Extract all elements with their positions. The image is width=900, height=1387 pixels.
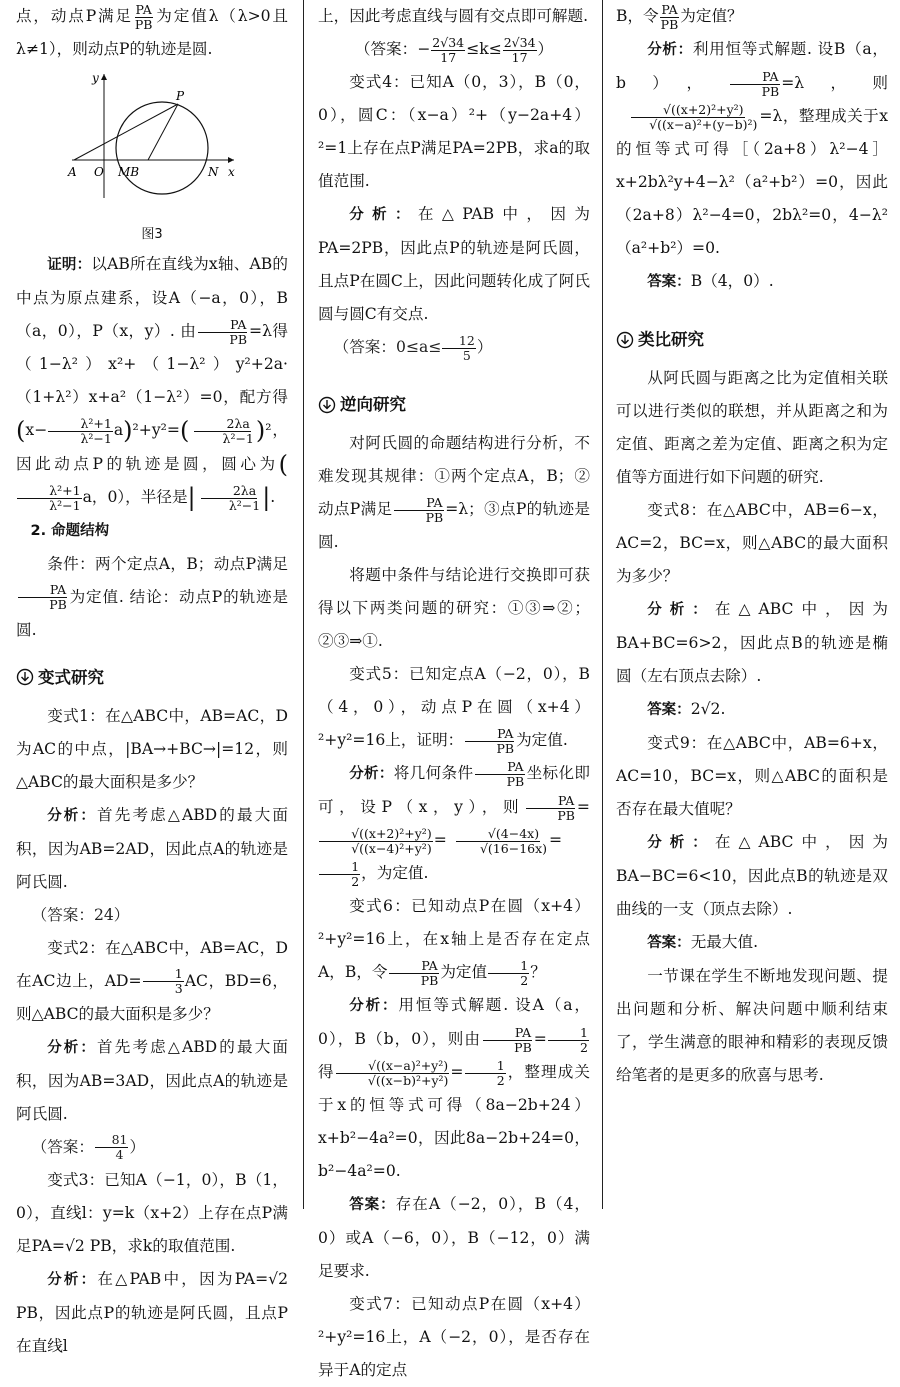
variant-4-answer: （答案：0≤a≤ $\frac{12}{5}$ ） — [333, 332, 493, 363]
down-arrow-circle-icon — [16, 668, 34, 686]
variant-8-answer: 答案：2√2. — [647, 700, 726, 718]
variant-9-answer: 答案：无最大值. — [647, 933, 759, 951]
figure-3 — [16, 68, 288, 220]
variant-6: 变式6：已知动点P在圆（x+4）²+y²=16上，在x轴上是否存在定点A，B，令 $\frac{PA}{PB}$ 为定值 $\frac{1}{2}$ ？ — [318, 897, 590, 988]
column-3 — [616, 0, 888, 1223]
variant-5-analysis: 分析：将几何条件 $\frac{PA}{PB}$ 坐标化即可，设P（x，y），则 $\frac{PA}{PB}$ = $\frac{\text{√((x+2)²+y²)}}{\text{√((x−4)²+y²)}}$ = $\frac{√(4-4x)}{√(16-16x)}$ = $\frac{1}{2}$ ，为定值. — [318, 758, 590, 889]
variant-2-answer: （答案： $\frac{81}{4}$ ） — [31, 1132, 146, 1162]
fig-label-n: N — [208, 165, 219, 179]
fraction: $\frac{PA}{PB}$ — [134, 1, 153, 32]
variant-3: 变式3：已知A（−1，0），B（1，0），直线l：y=k（x+2）上存在点P满足PA=√2 PB，求k的取值范围. — [16, 1170, 288, 1255]
apollonius-circle-diagram — [62, 68, 242, 208]
section-heading-variant: 变式研究 — [16, 661, 288, 694]
structure-paragraph: 条件：两个定点A，B；动点P满足 $\frac{PA}{PB}$ 为定值. 结论：动点P的轨迹是圆. — [16, 554, 288, 639]
down-arrow-circle-icon — [616, 331, 634, 349]
reverse-paragraph-2: 将题中条件与结论进行交换即可获得以下两类问题的研究：①③⇒②；②③⇒①. — [318, 566, 590, 650]
variant-9: 变式9：在△ABC中，AB=6+x，AC=10，BC=x，则△ABC的面积是否存在最大值呢？ — [616, 734, 888, 818]
variant-1: 变式1：在△ABC中，AB=AC，D为AC的中点，|BA→+BC→|=12，则△ABC的最大面积是多少？ — [16, 706, 288, 791]
section-heading-analogy: 类比研究 — [616, 323, 888, 356]
variant-8-analysis: 分析：在△ABC中，因为BA+BC=6>2，因此点B的轨迹是椭圆（左右顶点去除）. — [616, 600, 889, 685]
variant-6-analysis: 分析：用恒等式解题. 设A（a，0），B（b，0），则由 $\frac{PA}{PB}$ = $\frac{1}{2}$ 得 $\frac{\text{√((x−a)²+y²)}}{\text{√((x−b)²+y²)}}$ = $\frac{1}{2}$ ，整理成关于x的恒等式可得（8a−2b+24）x+b²−4a²=0，因此8a−2b+24=0，b²−4a²=0. — [318, 996, 590, 1180]
fig-label-y: y — [92, 71, 99, 85]
fig-label-x: x — [228, 165, 235, 179]
variant-5: 变式5：已知定点A（−2，0），B（4，0），动点P在圆（x+4）²+y²=16上，证明： $\frac{PA}{PB}$ 为定值. — [318, 665, 590, 756]
fig-label-a: A — [68, 165, 77, 179]
intro-paragraph: 点，动点P满足 $\frac{PA}{PB}$ 为定值λ（λ>0且λ≠1），则动点P的轨迹是圆. — [16, 1, 288, 58]
variant-4-analysis: 分析：在△PAB中，因为PA=2PB，因此点P的轨迹是阿氏圆，且点P在圆C上，因此问题转化成了阿氏圆与圆C有交点. — [318, 205, 590, 323]
variant-7-answer: 答案：B（4，0）. — [647, 272, 774, 290]
variant-9-analysis: 分析：在△ABC中，因为BA−BC=6<10，因此点B的轨迹是双曲线的一支（顶点去除）. — [616, 833, 889, 918]
analogy-paragraph: 从阿氏圆与距离之比为定值相关联可以进行类似的联想，并从距离之和为定值、距离之差为定值、距离之积为定值等方面进行如下问题的研究. — [616, 369, 888, 486]
variant-8: 变式8：在△ABC中，AB=6−x，AC=2，BC=x，则△ABC的最大面积为多少？ — [616, 501, 888, 585]
variant-7: 变式7：已知动点P在圆（x+4）²+y²=16上，A（−2，0），是否存在异于A的定点 — [318, 1295, 590, 1379]
structure-title: 2. 命题结构 — [30, 522, 110, 539]
proof-paragraph: 证明：以AB所在直线为x轴、AB的中点为原点建系，设A（−a，0），B（a，0），P（x，y）. 由 $\frac{PA}{PB}$ =λ得（1−λ²）x²+（1−λ²）y²+2a·（1+λ²）x+a²（1−λ²）=0，配方得(x− $\frac{\text{λ²+1}}{\text{λ²−1}}$ a)²+y²=( $\frac{2\lambda a}{\text{λ²−1}}$ )²，因此动点P的轨迹是圆，圆心为( $\frac{\text{λ²+1}}{\text{λ²−1}}$ a，0），半径是| $\frac{2\lambda a}{\text{λ²−1}}$ |. — [16, 255, 288, 513]
fig-label-o: O — [94, 165, 104, 179]
figure-caption: 图3 — [141, 227, 163, 242]
reverse-paragraph-1: 对阿氏圆的命题结构进行分析，不难发现其规律：①两个定点A，B；②动点P满足 $\frac{PA}{PB}$ =λ；③点P的轨迹是圆. — [318, 434, 590, 551]
variant-2-analysis: 分析：首先考虑△ABD的最大面积，因为AB=3AD，因此点A的轨迹是阿氏圆. — [16, 1037, 289, 1123]
section-heading-reverse: 逆向研究 — [318, 388, 590, 421]
variant-1-analysis: 分析：首先考虑△ABD的最大面积，因为AB=2AD，因此点A的轨迹是阿氏圆. — [16, 805, 289, 891]
variant-3-analysis-cont: 上，因此考虑直线与圆有交点即可解题. — [318, 7, 589, 25]
closing-paragraph: 一节课在学生不断地发现问题、提出问题和分析、解决问题中顺利结束了，学生满意的眼神和精彩的表现反馈给笔者的是更多的欣喜与思考. — [616, 967, 888, 1084]
variant-2: 变式2：在△ABC中，AB=AC，D在AC边上，AD= $\frac{1}{3}$ AC，BD=6，则△ABC的最大面积是多少？ — [16, 938, 288, 1023]
variant-3-answer: （答案：− $\frac{2√34}{17}$ ≤k≤ $\frac{2√34}{17}$ ） — [354, 34, 554, 65]
variant-4: 变式4：已知A（0，3），B（0，0），圆C：（x−a）²+（y−2a+4）²=1上存在点P满足PA=2PB，求a的取值范围. — [318, 73, 590, 190]
column-1 — [16, 0, 289, 1355]
variant-3-analysis: 分析：在△PAB中，因为PA=√2 PB，因此点P的轨迹是阿氏圆，且点P在直线l — [16, 1269, 288, 1355]
down-arrow-circle-icon — [318, 396, 336, 414]
variant-6-answer: 答案：存在A（−2，0），B（4，0）或A（−6，0），B（−12，0）满足要求. — [318, 1195, 590, 1280]
fig-label-p: P — [176, 89, 185, 103]
column-2 — [318, 0, 590, 1379]
variant-7-cont: B，令 $\frac{PA}{PB}$ 为定值？ — [616, 1, 743, 32]
variant-7-analysis: 分析：利用恒等式解题. 设B（a，b）， $\frac{PA}{PB}$ =λ，则 $\frac{\text{√((x+2)²+y²)}}{\text{√((x−a)²+(y−b)²)}}$ =λ，整理成关于x的恒等式可得［（2a+8）λ²−4］x+2bλ²y+4−λ²（a²+b²）=0，因此（2a+8）λ²−4=0，2bλ²=0，4−λ²（a²+b²）=0. — [616, 40, 888, 257]
column-rule-right — [602, 0, 603, 1209]
fig-label-mb: MB — [118, 165, 140, 179]
variant-1-answer: （答案：24） — [31, 905, 130, 924]
column-rule-left — [303, 0, 304, 1209]
